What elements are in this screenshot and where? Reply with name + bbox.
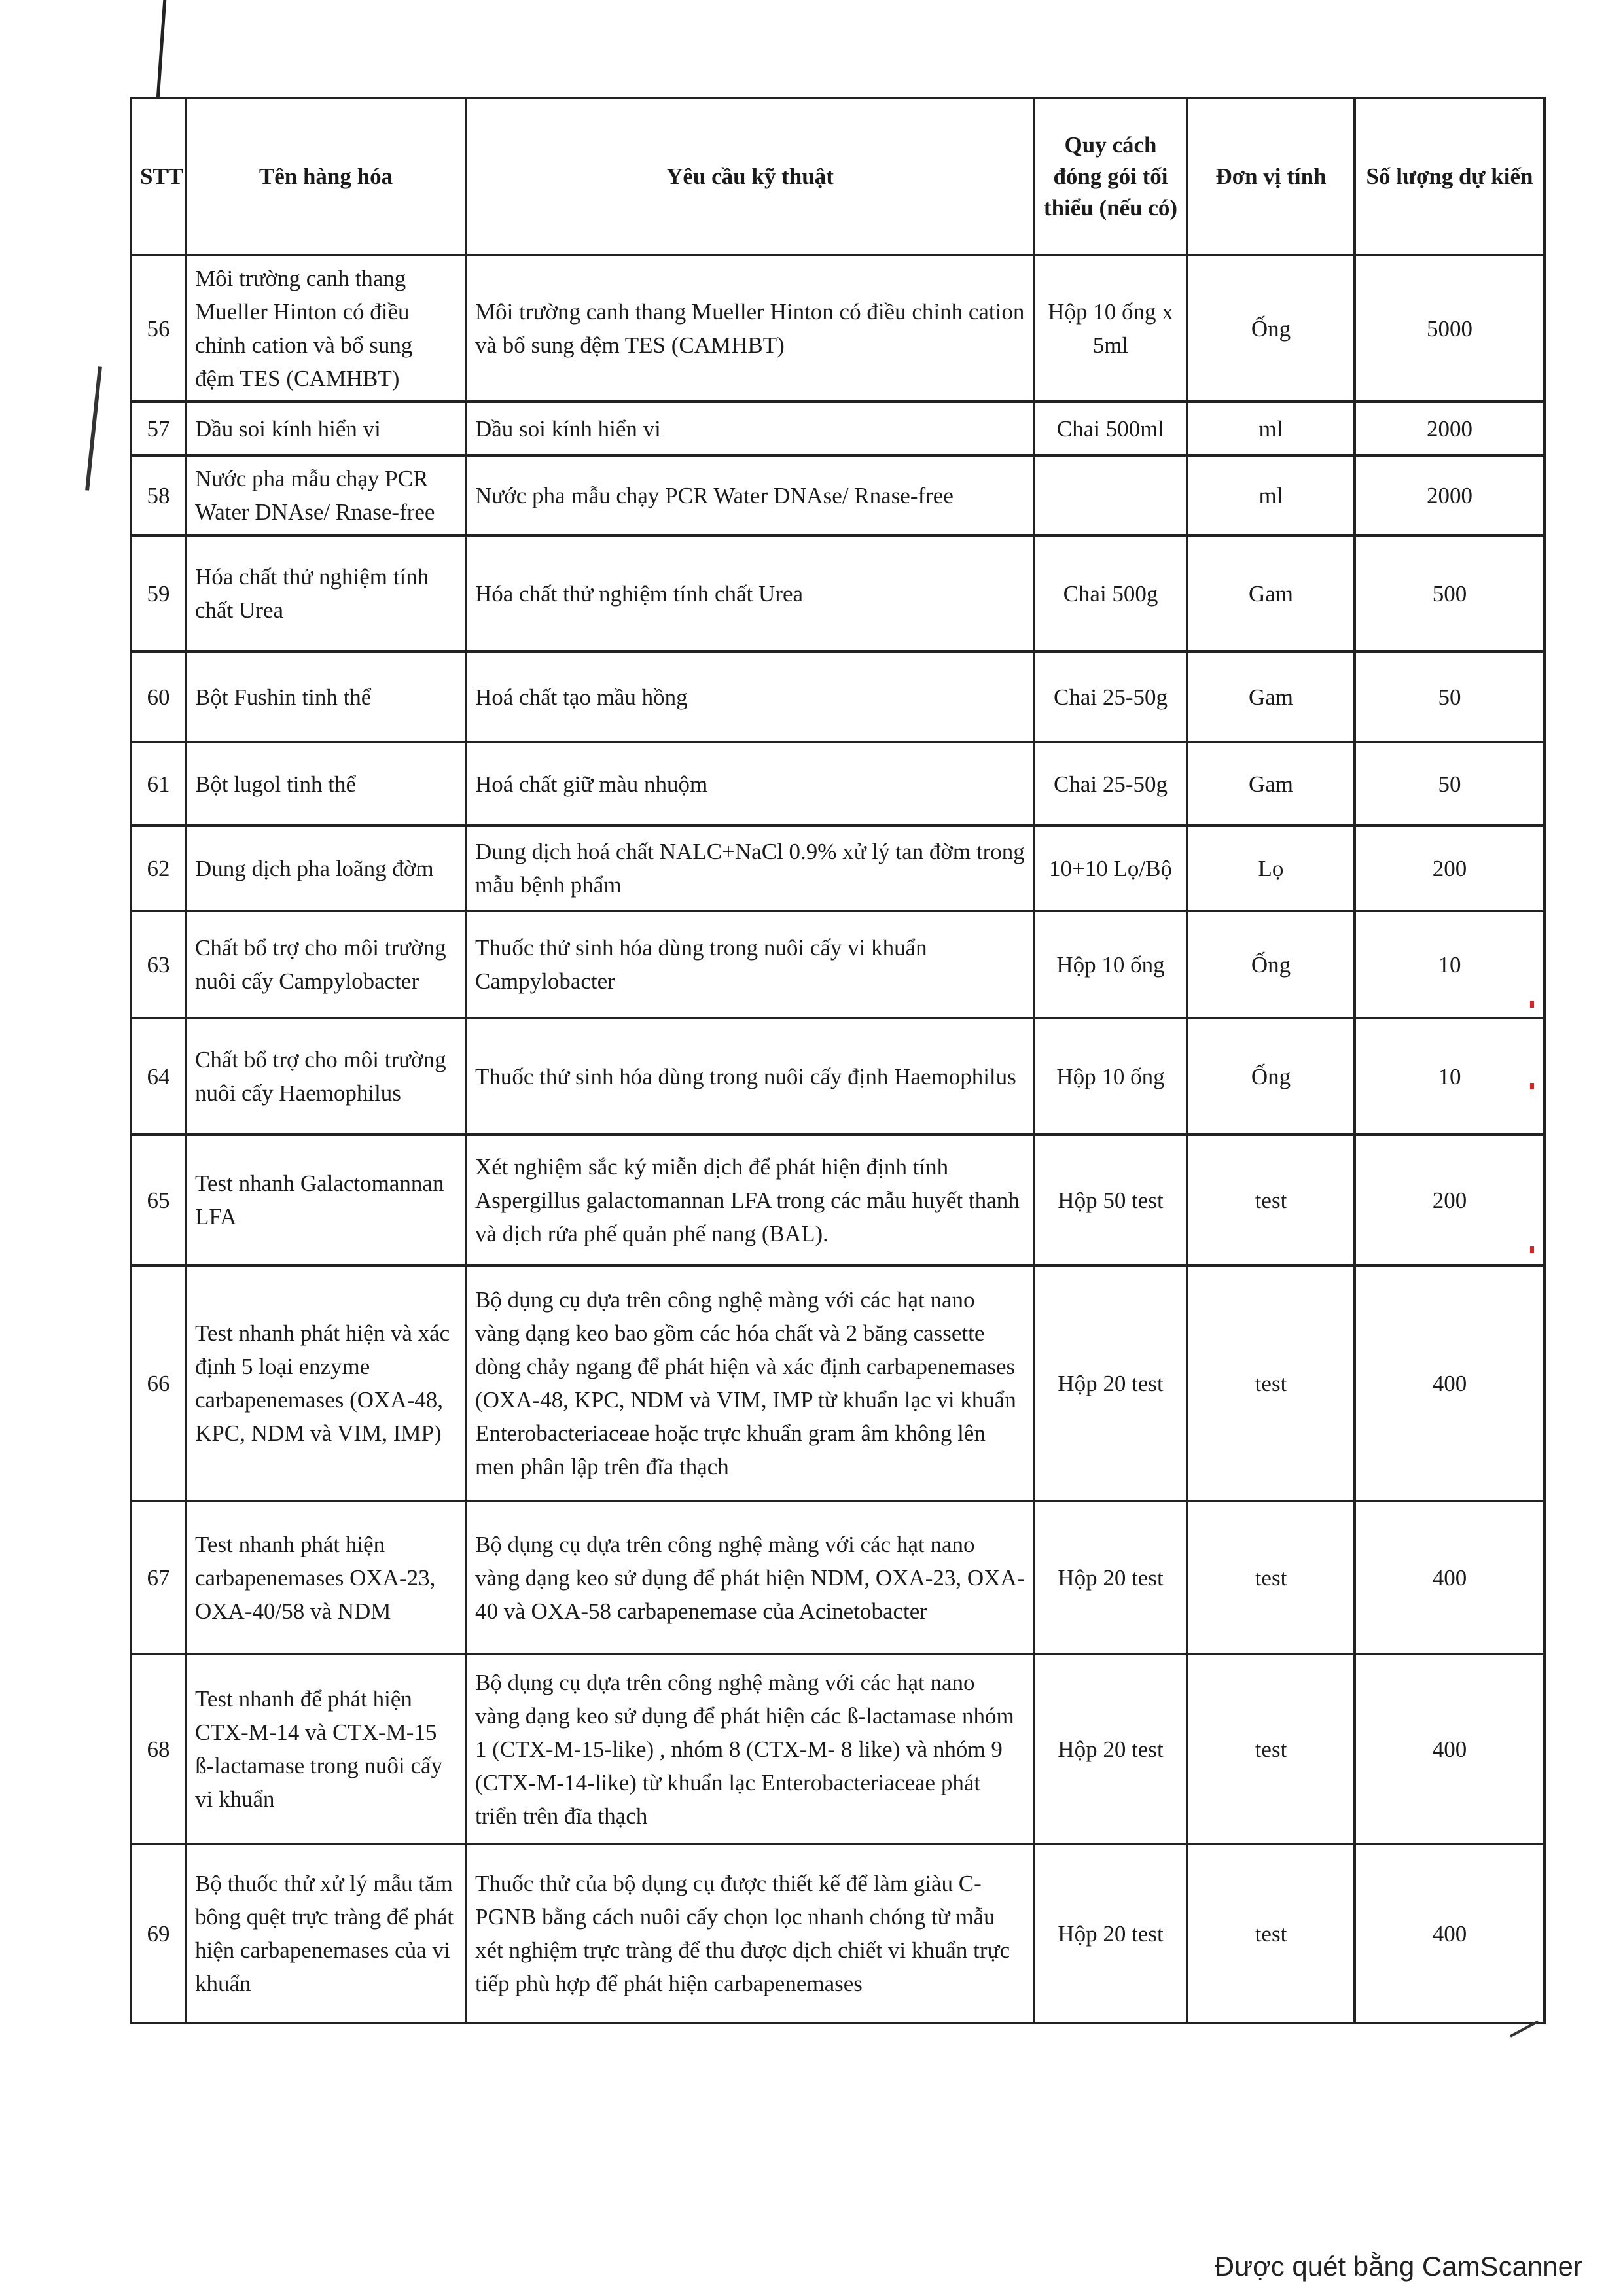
row-unit: Ống: [1187, 255, 1355, 402]
row-name: Dung dịch pha loãng đờm: [186, 826, 466, 911]
row-unit: test: [1187, 1844, 1355, 2023]
table-row: [131, 742, 1544, 826]
row-requirement: Thuốc thử sinh hóa dùng trong nuôi cấy vi khuẩn Campylobacter: [466, 911, 1034, 1018]
row-packaging: Chai 25-50g: [1034, 652, 1187, 742]
row-name: Nước pha mẫu chạy PCR Water DNAse/ Rnase-free: [186, 455, 466, 535]
row-packaging: Hộp 20 test: [1034, 1844, 1187, 2023]
row-quantity: 400: [1355, 1844, 1544, 2023]
row-packaging: Hộp 20 test: [1034, 1265, 1187, 1501]
table-row: [131, 1654, 1544, 1844]
table-row: [131, 455, 1544, 535]
row-packaging: Chai 25-50g: [1034, 742, 1187, 826]
table-row: [131, 1135, 1544, 1265]
row-name: Test nhanh phát hiện và xác định 5 loại enzyme carbapenemases (OXA-48, KPC, NDM và VIM, IMP): [186, 1265, 466, 1501]
row-requirement: Xét nghiệm sắc ký miễn dịch để phát hiện định tính Aspergillus galactomannan LFA trong các mẫu huyết thanh và dịch rửa phế quản phế nang (BAL).: [466, 1135, 1034, 1265]
row-name: Bột Fushin tinh thể: [186, 652, 466, 742]
row-quantity: 200: [1355, 1135, 1544, 1265]
row-name: Bột lugol tinh thể: [186, 742, 466, 826]
row-requirement: Hoá chất tạo mầu hồng: [466, 652, 1034, 742]
row-requirement: Dầu soi kính hiển vi: [466, 402, 1034, 455]
row-stt: 59: [131, 535, 186, 652]
row-name: Test nhanh Galactomannan LFA: [186, 1135, 466, 1265]
goods-table: [130, 97, 1546, 2024]
table-row: [131, 826, 1544, 911]
row-unit: test: [1187, 1265, 1355, 1501]
header-unit: Đơn vị tính: [1187, 98, 1355, 255]
row-stt: 67: [131, 1501, 186, 1654]
row-stt: 63: [131, 911, 186, 1018]
header-stt: STT: [131, 98, 186, 255]
table-header-row: [131, 98, 1544, 255]
row-quantity: 5000: [1355, 255, 1544, 402]
row-requirement: Bộ dụng cụ dựa trên công nghệ màng với các hạt nano vàng dạng keo sử dụng để phát hiện NDM, OXA-23, OXA-40 và OXA-58 carbapenemase của Acinetobacter: [466, 1501, 1034, 1654]
table-row: [131, 402, 1544, 455]
row-quantity: 200: [1355, 826, 1544, 911]
row-name: Bộ thuốc thử xử lý mẫu tăm bông quệt trực tràng để phát hiện carbapenemases của vi khuẩn: [186, 1844, 466, 2023]
row-name: Hóa chất thử nghiệm tính chất Urea: [186, 535, 466, 652]
row-unit: Ống: [1187, 1018, 1355, 1135]
row-stt: 64: [131, 1018, 186, 1135]
row-stt: 58: [131, 455, 186, 535]
row-packaging: 10+10 Lọ/Bộ: [1034, 826, 1187, 911]
row-quantity: 400: [1355, 1501, 1544, 1654]
header-quantity: Số lượng dự kiến: [1355, 98, 1544, 255]
row-requirement: Nước pha mẫu chạy PCR Water DNAse/ Rnase-free: [466, 455, 1034, 535]
row-packaging: Hộp 50 test: [1034, 1135, 1187, 1265]
header-requirement: Yêu cầu kỹ thuật: [466, 98, 1034, 255]
row-name: Môi trường canh thang Mueller Hinton có điều chỉnh cation và bổ sung đệm TES (CAMHBT): [186, 255, 466, 402]
table-row: [131, 535, 1544, 652]
margin-mark: [85, 366, 102, 491]
row-unit: test: [1187, 1654, 1355, 1844]
row-unit: test: [1187, 1135, 1355, 1265]
row-packaging: [1034, 455, 1187, 535]
row-unit: ml: [1187, 455, 1355, 535]
table-row: [131, 1844, 1544, 2023]
table-row: [131, 1018, 1544, 1135]
row-requirement: Bộ dụng cụ dựa trên công nghệ màng với các hạt nano vàng dạng keo sử dụng để phát hiện các ß-lactamase nhóm 1 (CTX-M-15-like) , nhóm 8 (CTX-M- 8 like) và nhóm 9 (CTX-M-14-like) từ khuẩn lạc Enterobacteriaceae phát triển trên đĩa thạch: [466, 1654, 1034, 1844]
row-unit: Gam: [1187, 652, 1355, 742]
row-unit: ml: [1187, 402, 1355, 455]
table-row: [131, 1501, 1544, 1654]
row-quantity: 50: [1355, 652, 1544, 742]
row-name: Dầu soi kính hiển vi: [186, 402, 466, 455]
table-row: [131, 255, 1544, 402]
camscanner-watermark: Được quét bằng CamScanner: [1214, 2251, 1582, 2282]
row-stt: 62: [131, 826, 186, 911]
row-packaging: Hộp 10 ống: [1034, 911, 1187, 1018]
row-name: Chất bổ trợ cho môi trường nuôi cấy Haemophilus: [186, 1018, 466, 1135]
row-quantity: 2000: [1355, 402, 1544, 455]
row-unit: Lọ: [1187, 826, 1355, 911]
row-requirement: Dung dịch hoá chất NALC+NaCl 0.9% xử lý tan đờm trong mẫu bệnh phẩm: [466, 826, 1034, 911]
row-packaging: Chai 500g: [1034, 535, 1187, 652]
header-name: Tên hàng hóa: [186, 98, 466, 255]
row-name: Chất bổ trợ cho môi trường nuôi cấy Campylobacter: [186, 911, 466, 1018]
row-stt: 65: [131, 1135, 186, 1265]
margin-line: [156, 0, 166, 98]
header-packaging: Quy cách đóng gói tối thiểu (nếu có): [1034, 98, 1187, 255]
row-requirement: Thuốc thử sinh hóa dùng trong nuôi cấy định Haemophilus: [466, 1018, 1034, 1135]
row-stt: 69: [131, 1844, 186, 2023]
row-unit: Ống: [1187, 911, 1355, 1018]
row-packaging: Hộp 10 ống x 5ml: [1034, 255, 1187, 402]
row-stt: 57: [131, 402, 186, 455]
row-requirement: Hóa chất thử nghiệm tính chất Urea: [466, 535, 1034, 652]
row-unit: Gam: [1187, 535, 1355, 652]
table-row: [131, 652, 1544, 742]
row-stt: 56: [131, 255, 186, 402]
row-stt: 60: [131, 652, 186, 742]
table-row: [131, 911, 1544, 1018]
row-quantity: 10: [1355, 1018, 1544, 1135]
row-stt: 61: [131, 742, 186, 826]
row-name: Test nhanh để phát hiện CTX-M-14 và CTX-M-15 ß-lactamase trong nuôi cấy vi khuẩn: [186, 1654, 466, 1844]
row-unit: test: [1187, 1501, 1355, 1654]
row-packaging: Chai 500ml: [1034, 402, 1187, 455]
row-unit: Gam: [1187, 742, 1355, 826]
row-quantity: 50: [1355, 742, 1544, 826]
row-quantity: 10: [1355, 911, 1544, 1018]
table-row: [131, 1265, 1544, 1501]
row-stt: 68: [131, 1654, 186, 1844]
row-requirement: Môi trường canh thang Mueller Hinton có điều chỉnh cation và bổ sung đệm TES (CAMHBT): [466, 255, 1034, 402]
row-name: Test nhanh phát hiện carbapenemases OXA-23, OXA-40/58 và NDM: [186, 1501, 466, 1654]
row-packaging: Hộp 20 test: [1034, 1654, 1187, 1844]
row-quantity: 2000: [1355, 455, 1544, 535]
row-requirement: Bộ dụng cụ dựa trên công nghệ màng với các hạt nano vàng dạng keo bao gồm các hóa chất và 2 băng cassette dòng chảy ngang để phát hiện và xác định carbapenemases (OXA-48, KPC, NDM và VIM, IMP từ khuẩn lạc vi khuẩn Enterobacteriaceae hoặc trực khuẩn gram âm không lên men phân lập trên đĩa thạch: [466, 1265, 1034, 1501]
row-quantity: 500: [1355, 535, 1544, 652]
row-stt: 66: [131, 1265, 186, 1501]
row-quantity: 400: [1355, 1265, 1544, 1501]
row-requirement: Hoá chất giữ màu nhuộm: [466, 742, 1034, 826]
row-packaging: Hộp 10 ống: [1034, 1018, 1187, 1135]
row-requirement: Thuốc thử của bộ dụng cụ được thiết kế để làm giàu C-PGNB bằng cách nuôi cấy chọn lọc nhanh chóng từ mẫu xét nghiệm trực tràng để thu được dịch chiết vi khuẩn trực tiếp phù hợp để phát hiện carbapenemases: [466, 1844, 1034, 2023]
row-quantity: 400: [1355, 1654, 1544, 1844]
row-packaging: Hộp 20 test: [1034, 1501, 1187, 1654]
